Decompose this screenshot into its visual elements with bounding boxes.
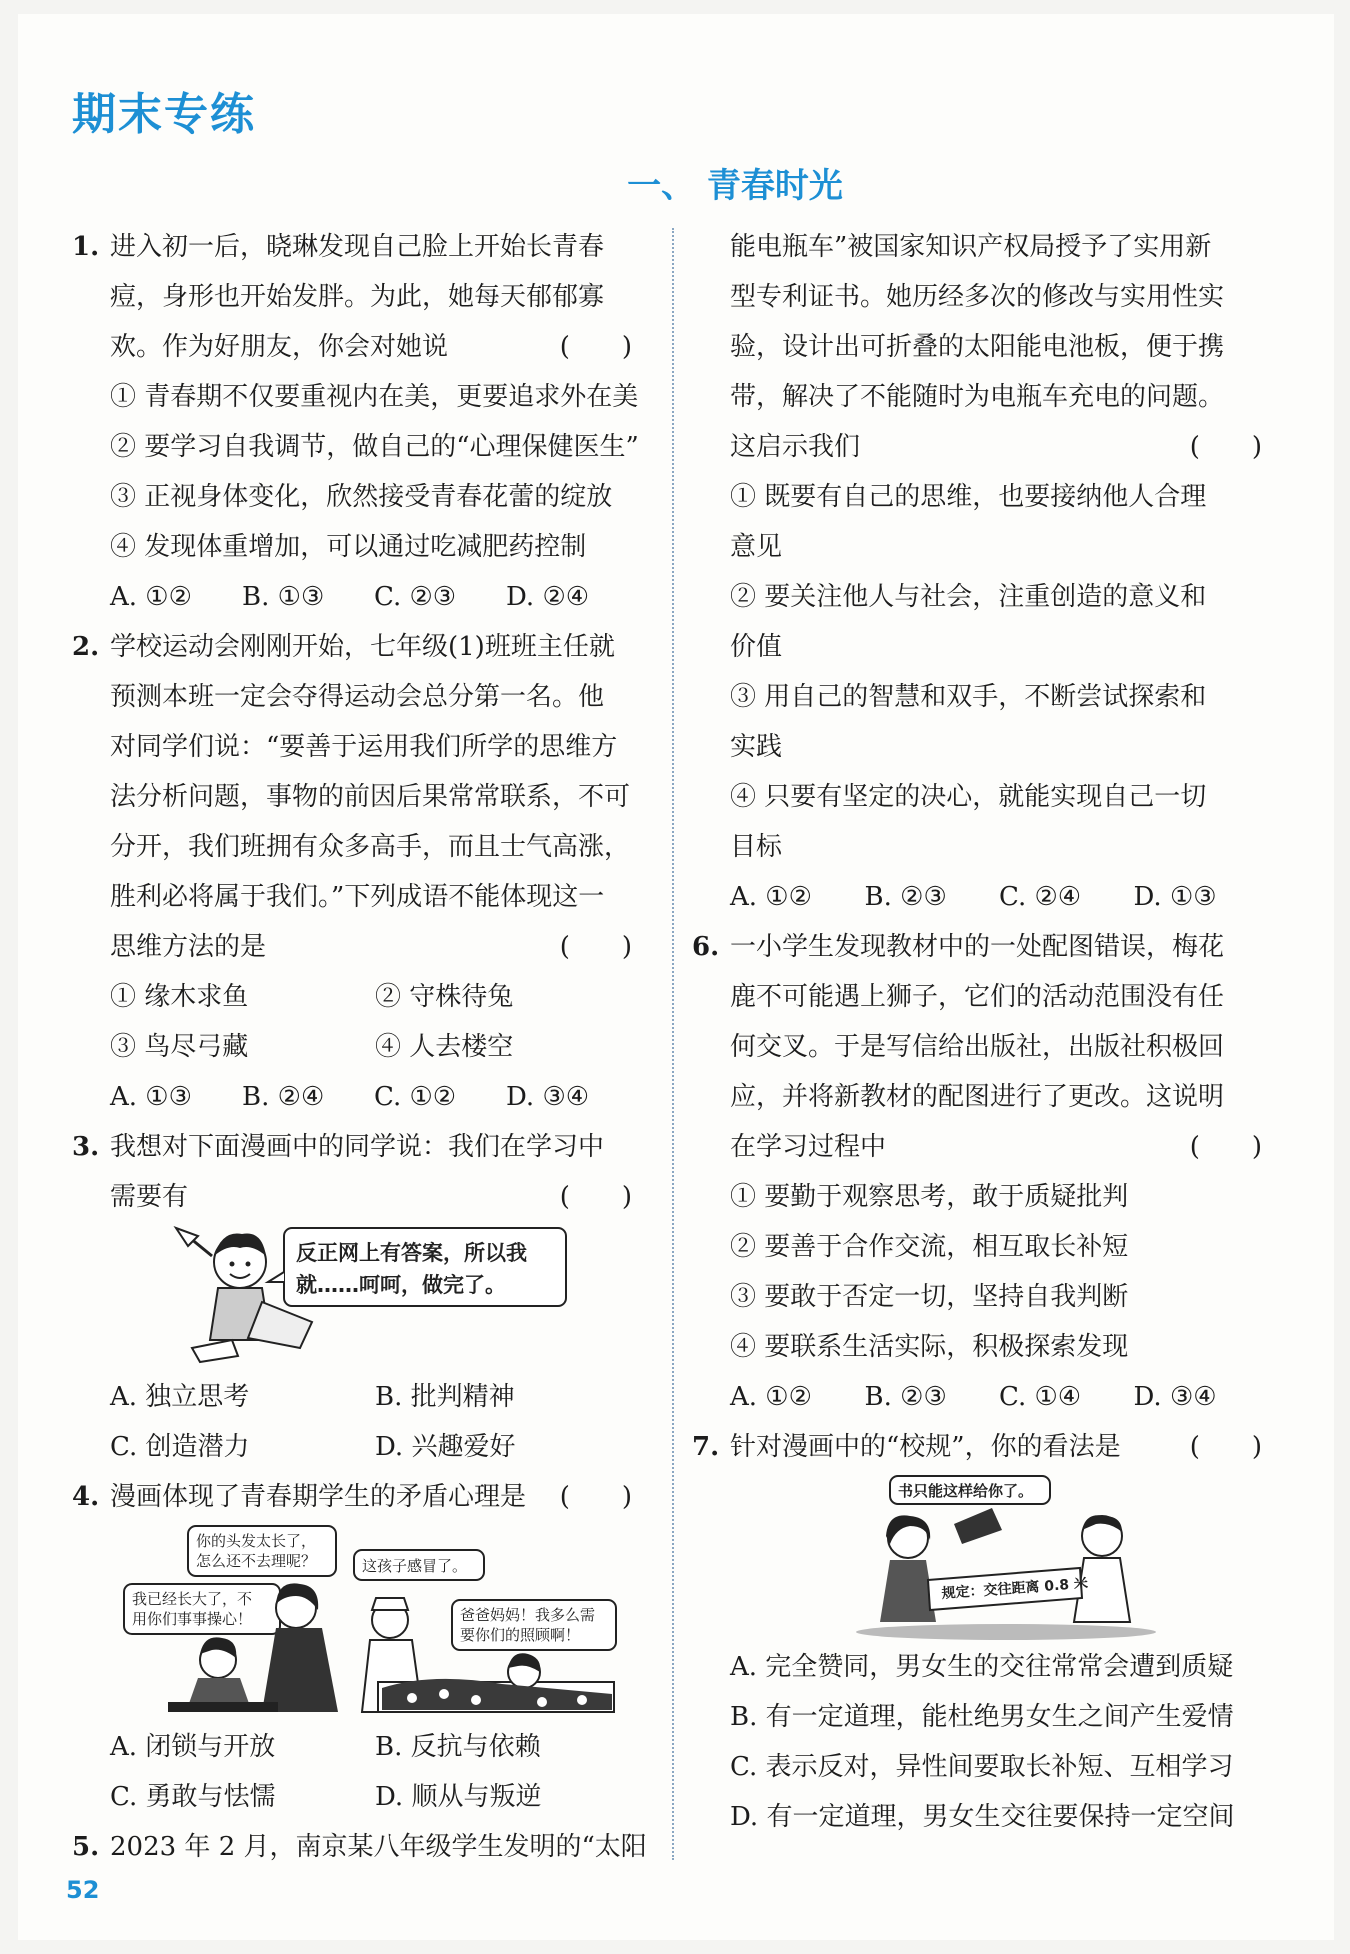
speech-bubble-text: 我已经长大了，不 — [132, 1590, 253, 1608]
answer-bracket[interactable]: ( ) — [559, 1482, 632, 1512]
answer-bracket[interactable]: ( ) — [559, 332, 632, 362]
statement-item: ② 要关注他人与社会，注重创造的意义和 — [730, 582, 1207, 612]
right-column — [692, 222, 1268, 1842]
statement-item: ① 缘木求鱼 — [110, 982, 249, 1012]
statement-item: 意见 — [730, 532, 783, 562]
question-stem: 何交叉。于是写信给出版社，出版社积极回 — [730, 1032, 1225, 1062]
option-row — [72, 1072, 638, 1122]
answer-bracket[interactable]: ( ) — [1189, 1432, 1262, 1462]
question-stem: 带，解决了不能随时为电瓶车充电的问题。 — [730, 382, 1225, 412]
option-a[interactable]: A. ①② — [110, 582, 192, 612]
answer-bracket[interactable]: ( ) — [1189, 1132, 1262, 1162]
option-c[interactable]: C. ①② — [374, 1082, 457, 1112]
banner-text: 规定：交往距离 0.8 米 — [941, 1575, 1089, 1602]
question-stem: 思维方法的是 — [110, 932, 267, 962]
option-a[interactable]: A. ①② — [730, 882, 812, 912]
question-stem: 漫画体现了青春期学生的矛盾心理是 — [110, 1482, 527, 1512]
page-number: 52 — [66, 1876, 100, 1904]
option-row — [72, 1372, 638, 1422]
statement-item: 价值 — [730, 632, 783, 662]
question-stem: 这启示我们 — [730, 432, 861, 462]
question-stem: 痘，身形也开始发胖。为此，她每天郁郁寡 — [110, 282, 605, 312]
answer-bracket[interactable]: ( ) — [559, 1182, 632, 1212]
question-stem: 一小学生发现教材中的一处配图错误，梅花 — [730, 932, 1225, 962]
speech-bubble-text: 爸爸妈妈！我多么需 — [460, 1606, 596, 1624]
option-c[interactable]: C. ②④ — [999, 882, 1082, 912]
question-stem: 我想对下面漫画中的同学说：我们在学习中 — [110, 1132, 605, 1162]
cartoon-illustration — [730, 1472, 1268, 1642]
option-c[interactable]: C. 表示反对，异性间要取长补短、互相学习 — [730, 1752, 1234, 1782]
option-b[interactable]: B. ①③ — [242, 582, 325, 612]
question-number: 1. — [72, 232, 100, 262]
option-b[interactable]: B. ②③ — [864, 882, 947, 912]
question-stem: 能电瓶车”被国家知识产权局授予了实用新 — [730, 232, 1212, 262]
option-b[interactable]: B. 批判精神 — [375, 1382, 515, 1412]
question-stem: 法分析问题，事物的前因后果常常联系，不可 — [110, 782, 631, 812]
statement-row — [72, 1022, 638, 1072]
question-4 — [72, 1472, 638, 1822]
question-number: 7. — [692, 1432, 720, 1462]
statement-item: ① 青春期不仅要重视内在美，更要追求外在美 — [110, 382, 639, 412]
column-divider — [672, 228, 674, 1860]
option-a[interactable]: A. 闭锁与开放 — [110, 1732, 276, 1762]
option-d[interactable]: D. ②④ — [506, 582, 590, 612]
option-c[interactable]: C. ①④ — [999, 1382, 1082, 1412]
statement-item: ① 既要有自己的思维，也要接纳他人合理 — [730, 482, 1207, 512]
question-1 — [72, 222, 638, 622]
question-number: 2. — [72, 632, 100, 662]
question-stem: 需要有 — [110, 1182, 189, 1212]
option-d[interactable]: D. 顺从与叛逆 — [375, 1782, 542, 1812]
statement-item: 目标 — [730, 832, 783, 862]
speech-bubble-text: 用你们事事操心！ — [132, 1610, 253, 1628]
statement-item: ④ 要联系生活实际，积极探索发现 — [730, 1332, 1129, 1362]
statement-item: ② 守株待兔 — [375, 982, 514, 1012]
question-stem: 对同学们说：“要善于运用我们所学的思维方 — [110, 732, 618, 762]
left-column — [72, 222, 647, 1872]
option-c[interactable]: C. 创造潜力 — [110, 1432, 250, 1462]
question-stem: 型专利证书。她历经多次的修改与实用性实 — [730, 282, 1225, 312]
answer-bracket[interactable]: ( ) — [559, 932, 632, 962]
option-row — [72, 572, 638, 622]
option-b[interactable]: B. 反抗与依赖 — [375, 1732, 541, 1762]
question-stem: 2023 年 2 月，南京某八年级学生发明的“太阳 — [110, 1832, 647, 1862]
question-stem: 应，并将新教材的配图进行了更改。这说明 — [730, 1082, 1225, 1112]
statement-item: ① 要勤于观察思考，敢于质疑批判 — [730, 1182, 1129, 1212]
answer-bracket[interactable]: ( ) — [1189, 432, 1262, 462]
option-d[interactable]: D. 有一定道理，男女生交往要保持一定空间 — [730, 1802, 1235, 1832]
question-stem: 验，设计出可折叠的太阳能电池板，便于携 — [730, 332, 1225, 362]
question-3 — [72, 1122, 638, 1472]
option-a[interactable]: A. 完全赞同，男女生的交往常常会遭到质疑 — [730, 1652, 1234, 1682]
option-c[interactable]: C. 勇敢与怯懦 — [110, 1782, 276, 1812]
question-stem: 学校运动会刚刚开始，七年级(1)班班主任就 — [110, 632, 615, 662]
cartoon-q4 — [72, 1522, 638, 1722]
cartoon-illustration — [72, 1522, 638, 1722]
statement-item: ③ 要敢于否定一切，坚持自我判断 — [730, 1282, 1129, 1312]
option-row — [72, 1722, 638, 1772]
option-a[interactable]: A. ①② — [730, 1382, 812, 1412]
question-6 — [692, 922, 1268, 1422]
header-title: 期末专练 — [72, 89, 256, 140]
section-title: 一、 青春时光 — [627, 166, 843, 206]
statement-item: ② 要学习自我调节，做自己的“心理保健医生” — [110, 432, 639, 462]
question-stem: 鹿不可能遇上狮子，它们的活动范围没有任 — [730, 982, 1225, 1012]
question-number: 4. — [72, 1482, 100, 1512]
speech-bubble-text: 要你们的照顾啊！ — [460, 1626, 581, 1644]
question-5-start — [72, 1822, 647, 1872]
statement-item: 实践 — [730, 732, 783, 762]
speech-bubble-text: 怎么还不去理呢？ — [196, 1552, 317, 1570]
option-row — [692, 1372, 1268, 1422]
question-number: 5. — [72, 1832, 100, 1862]
speech-bubble-text: 反正网上有答案，所以我 — [296, 1241, 527, 1265]
statement-item: ② 要善于合作交流，相互取长补短 — [730, 1232, 1129, 1262]
option-row — [730, 872, 1268, 922]
option-row — [72, 1422, 638, 1472]
option-d[interactable]: D. 兴趣爱好 — [375, 1432, 516, 1462]
question-stem: 分开，我们班拥有众多高手，而且士气高涨， — [110, 832, 631, 862]
statement-item: ③ 用自己的智慧和双手，不断尝试探索和 — [730, 682, 1207, 712]
cartoon-q3 — [72, 1222, 638, 1372]
option-c[interactable]: C. ②③ — [374, 582, 457, 612]
question-stem: 胜利必将属于我们。”下列成语不能体现这一 — [110, 882, 605, 912]
statement-item: ③ 鸟尽弓藏 — [110, 1032, 249, 1062]
question-stem: 欢。作为好朋友，你会对她说 — [110, 332, 449, 362]
question-2 — [72, 622, 638, 1122]
option-d[interactable]: D. ③④ — [1133, 1382, 1217, 1412]
cartoon-q7 — [730, 1472, 1268, 1642]
option-a[interactable]: A. 独立思考 — [110, 1382, 250, 1412]
statement-row — [72, 972, 638, 1022]
question-number: 6. — [692, 932, 720, 962]
option-row — [72, 1772, 638, 1822]
statement-item: ③ 正视身体变化，欣然接受青春花蕾的绽放 — [110, 482, 613, 512]
question-stem: 在学习过程中 — [730, 1132, 887, 1162]
question-7 — [692, 1422, 1268, 1842]
option-d[interactable]: D. ③④ — [506, 1082, 590, 1112]
option-b[interactable]: B. ②③ — [864, 1382, 947, 1412]
speech-bubble-text: 书只能这样给你了。 — [898, 1482, 1034, 1500]
statement-item: ④ 人去楼空 — [375, 1032, 514, 1062]
cartoon-illustration — [72, 1222, 638, 1372]
option-b[interactable]: B. ②④ — [242, 1082, 325, 1112]
question-stem: 预测本班一定会夺得运动会总分第一名。他 — [110, 682, 605, 712]
option-a[interactable]: A. ①③ — [110, 1082, 192, 1112]
speech-bubble-text: 这孩子感冒了。 — [362, 1557, 468, 1575]
statement-item: ④ 发现体重增加，可以通过吃减肥药控制 — [110, 532, 587, 562]
speech-bubble-text: 你的头发太长了， — [196, 1532, 317, 1550]
statement-item: ④ 只要有坚定的决心，就能实现自己一切 — [730, 782, 1207, 812]
speech-bubble-text: 就……呵呵，做完了。 — [296, 1273, 506, 1297]
option-b[interactable]: B. 有一定道理，能杜绝男女生之间产生爱情 — [730, 1702, 1234, 1732]
question-number: 3. — [72, 1132, 100, 1162]
option-d[interactable]: D. ①③ — [1133, 882, 1217, 912]
question-stem: 进入初一后，晓琳发现自己脸上开始长青春 — [110, 232, 605, 262]
question-5-continued — [730, 222, 1268, 922]
question-stem: 针对漫画中的“校规”，你的看法是 — [730, 1432, 1121, 1462]
